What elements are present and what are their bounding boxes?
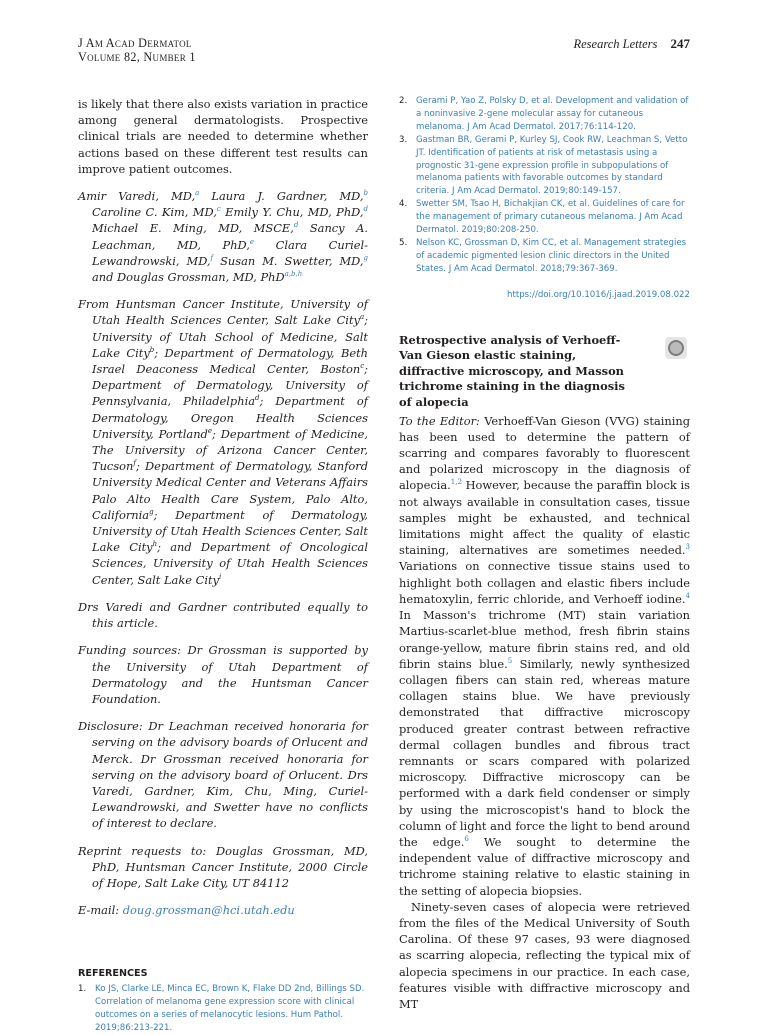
- affiliation-text: ; Department of Dermatology, Oregon Health Sciences University, Portland: [92, 394, 368, 441]
- author-name: and Douglas Grossman, MD, PhD: [92, 270, 285, 285]
- email-link[interactable]: doug.grossman@hci.utah.edu: [122, 903, 295, 918]
- body-text: Variations on connective tissue stains used to highlight both collagen and elastic fibers include hematoxylin, ferric chloride, and Verhoeff iodine.: [399, 559, 690, 606]
- body-text: In Masson's trichrome (MT) stain variation Martius-scarlet-blue method, fresh fibrin stains orange-yellow, mature fibrin stains red, and old fibrin stains blue.: [399, 608, 690, 671]
- reference-text: Ko JS, Clarke LE, Minca EC, Brown K, Flake DD 2nd, Billings SD. Correlation of melanoma gene expression score with clinical outcomes on a series of melanocytic lesions. Hum Pathol. 2019;86:213-221.: [95, 984, 365, 1034]
- author-affiliation-mark: f: [210, 254, 214, 263]
- affiliation-text: ; and Department of Oncological Sciences, University of Utah Health Sciences Center, Salt Lake City: [92, 540, 368, 587]
- running-header-journal: [78, 36, 196, 64]
- affiliation-mark: c: [360, 362, 365, 371]
- journal-volume: Volume 82, Number 1: [78, 50, 196, 64]
- body-text: Verhoeff-Van Gieson (VVG) staining has been used to determine the pattern of scarring and compares favorably to fluorescent and polarized microscopy in the diagnosis of alopecia.: [399, 413, 690, 493]
- author-affiliation-mark: d: [293, 221, 299, 230]
- author-affiliation-mark: a,b,h: [284, 270, 303, 279]
- affiliation-mark: b: [149, 346, 155, 355]
- affiliation-mark: h: [152, 540, 158, 549]
- author-name: Caroline C. Kim, MD,: [92, 205, 217, 220]
- doi-link[interactable]: https://doi.org/10.1016/j.jaad.2019.08.022: [507, 289, 690, 300]
- body-text: Similarly, newly synthesized collagen fibers can stain red, whereas mature collagen stains blue. We have previously demonstrated that diffractive microscopy produced greater contrast between refractive dermal collagen bundles and fibrous tract remnants or scars compared with polarized microscopy. Diffractive microscopy can be performed with a dark field condenser or simply by using the microscopist's hand to block the column of light and force the light to bend around the edge.: [399, 656, 691, 849]
- reference-text: Nelson KC, Grossman D, Kim CC, et al. Management strategies of academic pigmented lesion clinic directors in the United States. J Am Acad Dermatol. 2018;79:367-369.: [416, 237, 687, 274]
- page-number: 247: [670, 36, 690, 51]
- affiliation-mark: e: [207, 427, 212, 436]
- affiliation-mark: f: [133, 459, 136, 468]
- references-heading: REFERENCES: [78, 968, 148, 980]
- reference-list: [399, 95, 690, 276]
- affiliation-mark: i: [218, 572, 222, 581]
- funding-sources: Funding sources: Dr Grossman is supported by the University of Utah Department of Dermatology and the Huntsman Cancer Foundation.: [78, 643, 368, 706]
- email-line: [78, 902, 368, 918]
- body-paragraph-1: [399, 413, 690, 899]
- affiliation-text: ; University of Utah School of Medicine, Salt Lake City: [92, 313, 368, 360]
- citation-mark[interactable]: 5: [507, 656, 513, 665]
- author-name: Michael E. Ming, MD, MSCE,: [92, 221, 294, 236]
- reference-number: 3.: [399, 134, 408, 145]
- body-text: However, because the paraffin block is not always available in consultation cases, tissue samples might be exhausted, and technical limitations might affect the quality of elastic staining, alternatives are sometimes needed.: [399, 478, 690, 558]
- reference-number: 5.: [399, 237, 408, 248]
- reference-number: 1.: [78, 984, 87, 995]
- author-name: Emily Y. Chu, MD, PhD,: [220, 205, 364, 220]
- affiliations: [78, 296, 368, 588]
- author-affiliation-mark: g: [363, 254, 368, 263]
- article-title: Retrospective analysis of Verhoeff-Van Gieson elastic staining, diffractive microscopy, and Masson trichrome staining in the diagnosis of alopecia: [399, 332, 625, 410]
- body-text: We sought to determine the independent value of diffractive microscopy and trichrome staining relative to elastic staining in the setting of alopecia biopsies.: [399, 834, 690, 898]
- reference-text: Gastman BR, Gerami P, Kurley SJ, Cook RW, Leachman S, Vetto JT. Identification of patients at risk of metastasis using a prognostic 31-gene expression profile in subpopulations of melanoma patients with favorable outcomes by standard criteria. J Am Acad Dermatol. 2019;80:149-157.: [416, 134, 688, 197]
- disclosure: Disclosure: Dr Leachman received honoraria for serving on the advisory boards of Orlucent and Merck. Dr Grossman received honoraria for serving on the advisory board of Orlucent. Drs Varedi, Gardner, Kim, Chu, Ming, Curiel-Lewandrowski, and Swetter have no conflicts of interest to declare.: [78, 719, 368, 831]
- affiliation-text: ; Department of Dermatology, Stanford University Medical Center and Veterans Affairs Palo Alto Health Care System, Palo Alto, California: [92, 459, 368, 522]
- right-column: [399, 95, 690, 1012]
- to-editor-label: To the Editor:: [399, 413, 480, 428]
- reference-item[interactable]: [399, 198, 690, 237]
- equal-contribution-note: Drs Varedi and Gardner contributed equally to this article.: [78, 599, 368, 631]
- reference-item[interactable]: [399, 237, 690, 276]
- intro-paragraph: is likely that there also exists variation in practice among general dermatologists. Prospective clinical trials are needed to determine whether actions based on these different test results can improve patient outcomes.: [78, 97, 368, 176]
- running-header-section: [573, 36, 690, 52]
- affiliation-text: From Huntsman Cancer Institute, University of Utah Health Sciences Center, Salt Lake City: [78, 297, 368, 328]
- crossmark-icon[interactable]: [665, 337, 687, 359]
- affiliation-mark: g: [149, 508, 154, 517]
- author-affiliation-mark: b: [363, 189, 368, 198]
- author-name: Laura J. Gardner, MD,: [199, 189, 364, 204]
- journal-name: J Am Acad Dermatol: [78, 36, 192, 50]
- reprint-requests: Reprint requests to: Douglas Grossman, MD, PhD, Huntsman Cancer Institute, 2000 Circle of Hope, Salt Lake City, UT 84112: [78, 843, 368, 890]
- affiliation-text: ; Department of Medicine, The University of Arizona Cancer Center, Tucson: [92, 426, 368, 474]
- author-affiliation-mark: c: [216, 205, 221, 214]
- affiliation-mark: a: [359, 313, 365, 322]
- left-column: [78, 96, 368, 1035]
- citation-mark[interactable]: 6: [464, 835, 469, 844]
- reference-text: Gerami P, Yao Z, Polsky D, et al. Development and validation of a noninvasive 2-gene molecular assay for cutaneous melanoma. J Am Acad Dermatol. 2017;76:114-120.: [416, 96, 689, 132]
- reference-number: 4.: [399, 199, 408, 210]
- section-name: Research Letters: [573, 37, 658, 51]
- citation-mark[interactable]: 4: [685, 592, 690, 601]
- reference-item[interactable]: [399, 134, 690, 199]
- affiliation-text: ; Department of Dermatology, University of Utah Health Sciences Center, Salt Lake City: [92, 507, 368, 555]
- citation-mark[interactable]: 3: [685, 543, 690, 552]
- author-affiliation-mark: a: [195, 189, 200, 198]
- citation-mark[interactable]: 1,2: [450, 478, 462, 487]
- author-name: Amir Varedi, MD,: [78, 189, 196, 204]
- author-affiliation-mark: d: [363, 205, 368, 214]
- author-name: Susan M. Swetter, MD,: [213, 253, 364, 268]
- affiliation-text: ; Department of Dermatology, University of Pennsylvania, Philadelphia: [92, 362, 368, 409]
- affiliation-text: ; Department of Dermatology, Beth Israel Deaconess Medical Center, Boston: [92, 345, 368, 377]
- body-paragraph-2: Ninety-seven cases of alopecia were retrieved from the files of the Medical University of South Carolina. Of these 97 cases, 93 were diagnosed as scarring alopecia, reflecting the typical mix of alopecia specimens in our practice. In each case, features visible with diffractive microscopy and MT: [399, 899, 690, 1011]
- reference-text: Swetter SM, Tsao H, Bichakjian CK, et al. Guidelines of care for the management of primary cutaneous melanoma. J Am Acad Dermatol. 2019;80:208-250.: [416, 199, 685, 236]
- reference-item[interactable]: [78, 983, 368, 1035]
- author-affiliation-mark: e: [249, 237, 255, 246]
- author-list: [78, 188, 368, 285]
- affiliation-mark: d: [255, 394, 260, 403]
- email-label: E-mail:: [78, 903, 123, 918]
- author-name: Sancy A. Leachman, MD, PhD,: [92, 221, 368, 252]
- author-name: Clara Curiel-Lewandrowski, MD,: [92, 237, 368, 268]
- reference-number: 2.: [399, 96, 408, 106]
- reference-item[interactable]: [399, 95, 690, 134]
